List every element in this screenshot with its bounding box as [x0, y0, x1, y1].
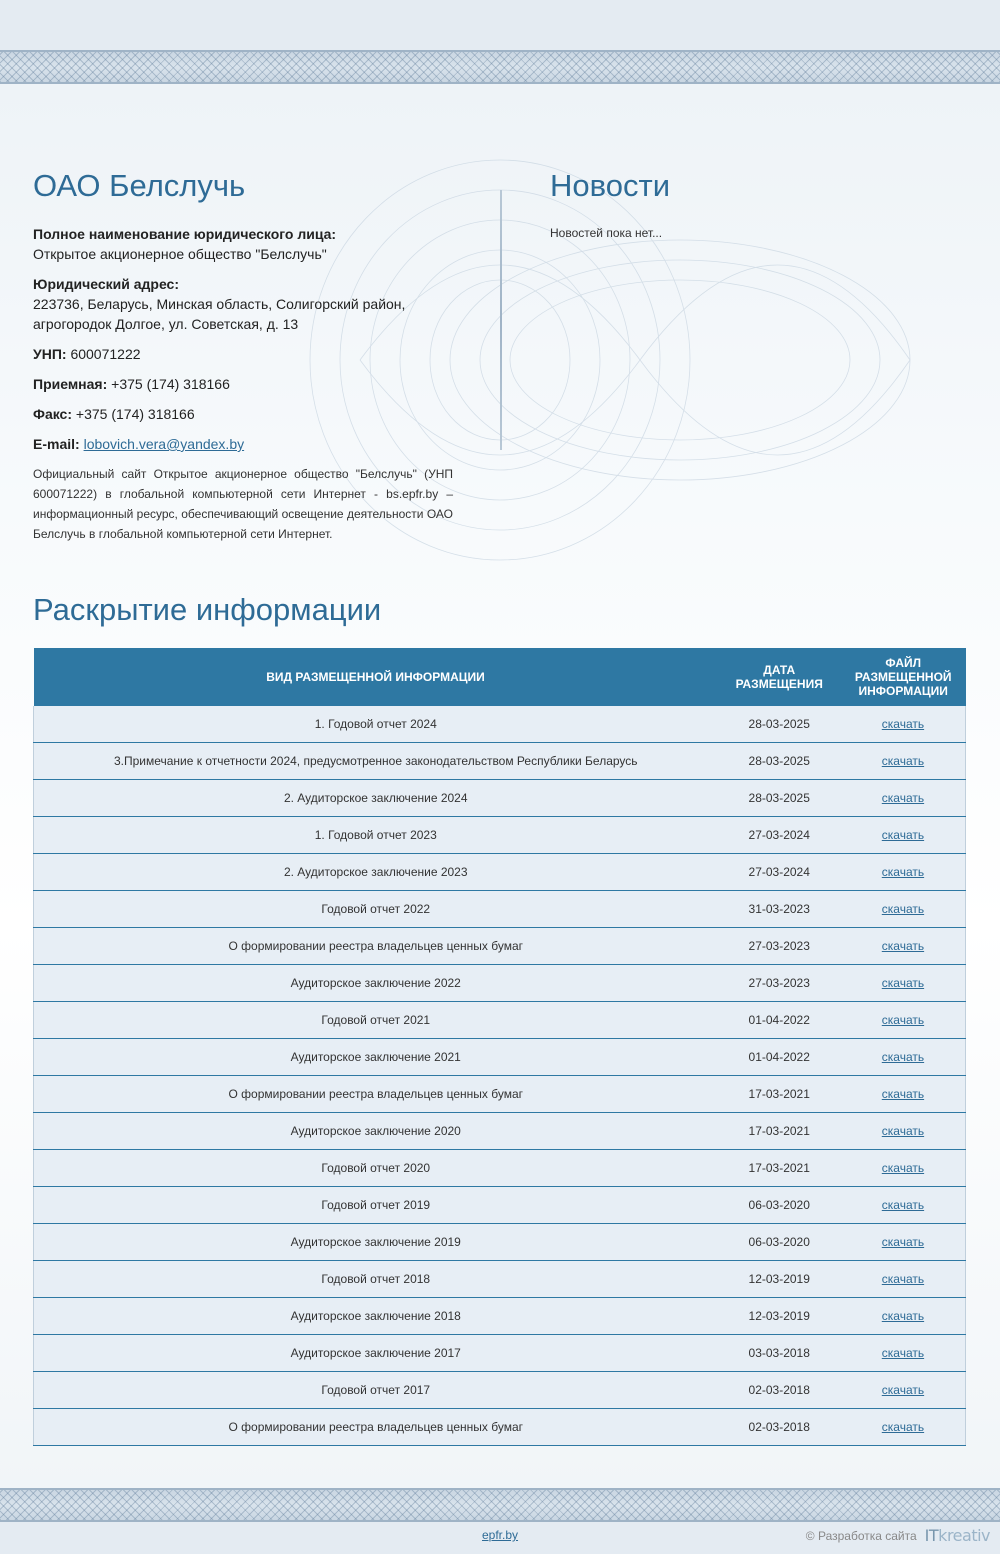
developer-text: © Разработка сайта	[805, 1528, 917, 1543]
row-info-type: Годовой отчет 2020	[34, 1150, 718, 1187]
download-link[interactable]: скачать	[881, 1161, 925, 1175]
row-info-type: Аудиторское заключение 2017	[34, 1335, 718, 1372]
developer-logo-rest: kreativ	[938, 1526, 990, 1545]
download-link[interactable]: скачать	[881, 791, 925, 805]
row-info-type: Годовой отчет 2017	[34, 1372, 718, 1409]
row-date: 28-03-2025	[718, 743, 841, 780]
table-row	[34, 1187, 966, 1224]
address-line1: 223736, Беларусь, Минская область, Солигорский район,	[33, 296, 406, 312]
company-info	[33, 224, 453, 554]
email-label: E-mail:	[33, 436, 80, 452]
row-date: 01-04-2022	[718, 1039, 841, 1076]
row-file	[841, 1298, 966, 1335]
table-row	[34, 891, 966, 928]
row-file	[841, 1113, 966, 1150]
row-date: 06-03-2020	[718, 1224, 841, 1261]
download-link[interactable]: скачать	[881, 717, 925, 731]
row-file	[841, 1076, 966, 1113]
table-row	[34, 1224, 966, 1261]
download-link[interactable]: скачать	[881, 1124, 925, 1138]
row-info-type: Аудиторское заключение 2022	[34, 965, 718, 1002]
row-file	[841, 706, 966, 743]
row-date: 27-03-2023	[718, 965, 841, 1002]
download-link[interactable]: скачать	[881, 1235, 925, 1249]
footer-ornament-band	[0, 1488, 1000, 1522]
table-row	[34, 1076, 966, 1113]
download-link[interactable]: скачать	[881, 1420, 925, 1434]
row-file	[841, 780, 966, 817]
row-date: 27-03-2024	[718, 817, 841, 854]
row-date: 28-03-2025	[718, 780, 841, 817]
download-link[interactable]: скачать	[881, 754, 925, 768]
table-row	[34, 1261, 966, 1298]
row-date: 17-03-2021	[718, 1150, 841, 1187]
table-row	[34, 1298, 966, 1335]
download-link[interactable]: скачать	[881, 976, 925, 990]
table-row	[34, 780, 966, 817]
table-body	[34, 706, 966, 1446]
row-file	[841, 854, 966, 891]
row-info-type: 1. Годовой отчет 2023	[34, 817, 718, 854]
row-info-type: Аудиторское заключение 2020	[34, 1113, 718, 1150]
address-block	[33, 274, 453, 334]
column-divider	[500, 190, 502, 450]
table-row	[34, 743, 966, 780]
table-row	[34, 928, 966, 965]
table-header-row	[34, 648, 966, 706]
developer-logo[interactable]	[925, 1526, 990, 1545]
fax-label: Факс:	[33, 406, 73, 422]
news-empty-text: Новостей пока нет...	[550, 226, 663, 240]
row-file	[841, 965, 966, 1002]
download-link[interactable]: скачать	[881, 1309, 925, 1323]
row-date: 06-03-2020	[718, 1187, 841, 1224]
table-row	[34, 1150, 966, 1187]
row-date: 31-03-2023	[718, 891, 841, 928]
top-bar	[0, 0, 1000, 50]
reception-label: Приемная:	[33, 376, 108, 392]
developer-credit	[806, 1526, 990, 1545]
row-file	[841, 891, 966, 928]
table-row	[34, 1335, 966, 1372]
full-name-block	[33, 224, 453, 264]
row-file	[841, 1261, 966, 1298]
header-info-type: ВИД РАЗМЕЩЕННОЙ ИНФОРМАЦИИ	[34, 648, 718, 706]
header-file: ФАЙЛ РАЗМЕЩЕННОЙ ИНФОРМАЦИИ	[841, 648, 966, 706]
row-date: 12-03-2019	[718, 1261, 841, 1298]
row-info-type: 3.Примечание к отчетности 2024, предусмотренное законодательством Республики Беларусь	[34, 743, 718, 780]
address-line2: агрогородок Долгое, ул. Советская, д. 13	[33, 316, 299, 332]
table-row	[34, 1039, 966, 1076]
row-info-type: Аудиторское заключение 2021	[34, 1039, 718, 1076]
table-row	[34, 1113, 966, 1150]
table-row	[34, 1372, 966, 1409]
full-name-label: Полное наименование юридического лица:	[33, 226, 337, 242]
row-date: 03-03-2018	[718, 1335, 841, 1372]
download-link[interactable]: скачать	[881, 1383, 925, 1397]
row-file	[841, 928, 966, 965]
row-file	[841, 1372, 966, 1409]
row-date: 02-03-2018	[718, 1409, 841, 1446]
download-link[interactable]: скачать	[881, 1050, 925, 1064]
site-description: Официальный сайт Открытое акционерное общество "Белслучь" (УНП 600071222) в глобальной компьютерной сети Интернет - bs.epfr.by – информационный ресурс, обеспечивающий освещение деятельности ОАО Белслучь в глобальной компьютерной сети Интернет.	[33, 467, 453, 541]
table-row	[34, 965, 966, 1002]
row-info-type: 2. Аудиторское заключение 2023	[34, 854, 718, 891]
table-row	[34, 854, 966, 891]
row-file	[841, 1002, 966, 1039]
company-title: ОАО Белслучь	[33, 168, 246, 203]
row-info-type: О формировании реестра владельцев ценных бумаг	[34, 928, 718, 965]
table-row	[34, 817, 966, 854]
header-date: ДАТА РАЗМЕЩЕНИЯ	[718, 648, 841, 706]
row-info-type: Годовой отчет 2019	[34, 1187, 718, 1224]
full-name-value: Открытое акционерное общество "Белслучь"	[33, 246, 327, 262]
row-file	[841, 1224, 966, 1261]
row-info-type: О формировании реестра владельцев ценных бумаг	[34, 1076, 718, 1113]
row-date: 01-04-2022	[718, 1002, 841, 1039]
row-info-type: Годовой отчет 2018	[34, 1261, 718, 1298]
row-date: 28-03-2025	[718, 706, 841, 743]
unp-block	[33, 344, 453, 364]
unp-value: 600071222	[70, 346, 141, 362]
download-link[interactable]: скачать	[881, 1013, 925, 1027]
row-file	[841, 1335, 966, 1372]
reception-value: +375 (174) 318166	[111, 376, 230, 392]
fax-value: +375 (174) 318166	[75, 406, 195, 422]
fax-block	[33, 404, 453, 424]
table-row	[34, 706, 966, 743]
row-date: 02-03-2018	[718, 1372, 841, 1409]
footer	[0, 1522, 1000, 1554]
disclosure-title: Раскрытие информации	[33, 592, 382, 627]
developer-logo-it: IT	[924, 1526, 939, 1545]
row-info-type: Годовой отчет 2022	[34, 891, 718, 928]
news-title: Новости	[550, 168, 671, 203]
unp-label: УНП:	[33, 346, 67, 362]
table-row	[34, 1409, 966, 1446]
row-info-type: 2. Аудиторское заключение 2024	[34, 780, 718, 817]
row-date: 12-03-2019	[718, 1298, 841, 1335]
reception-block	[33, 374, 453, 394]
download-link[interactable]: скачать	[881, 939, 925, 953]
row-info-type: Аудиторское заключение 2018	[34, 1298, 718, 1335]
row-file	[841, 1187, 966, 1224]
row-date: 17-03-2021	[718, 1113, 841, 1150]
table-row	[34, 1002, 966, 1039]
header-ornament-band	[0, 50, 1000, 84]
row-file	[841, 1150, 966, 1187]
download-link[interactable]: скачать	[881, 828, 925, 842]
row-file	[841, 1039, 966, 1076]
download-link[interactable]: скачать	[881, 865, 925, 879]
row-date: 17-03-2021	[718, 1076, 841, 1113]
row-info-type: Годовой отчет 2021	[34, 1002, 718, 1039]
download-link[interactable]: скачать	[881, 1087, 925, 1101]
download-link[interactable]: скачать	[881, 1346, 925, 1360]
row-date: 27-03-2023	[718, 928, 841, 965]
row-file	[841, 817, 966, 854]
row-file	[841, 1409, 966, 1446]
email-link[interactable]: lobovich.vera@yandex.by	[83, 436, 245, 452]
download-link[interactable]: скачать	[881, 1272, 925, 1286]
download-link[interactable]: скачать	[881, 902, 925, 916]
footer-site-link[interactable]: epfr.by	[482, 1528, 519, 1542]
download-link[interactable]: скачать	[881, 1198, 925, 1212]
disclosure-table	[33, 648, 966, 1446]
row-info-type: О формировании реестра владельцев ценных бумаг	[34, 1409, 718, 1446]
email-block	[33, 434, 453, 454]
row-info-type: Аудиторское заключение 2019	[34, 1224, 718, 1261]
row-date: 27-03-2024	[718, 854, 841, 891]
row-info-type: 1. Годовой отчет 2024	[34, 706, 718, 743]
row-file	[841, 743, 966, 780]
address-label: Юридический адрес:	[33, 276, 179, 292]
